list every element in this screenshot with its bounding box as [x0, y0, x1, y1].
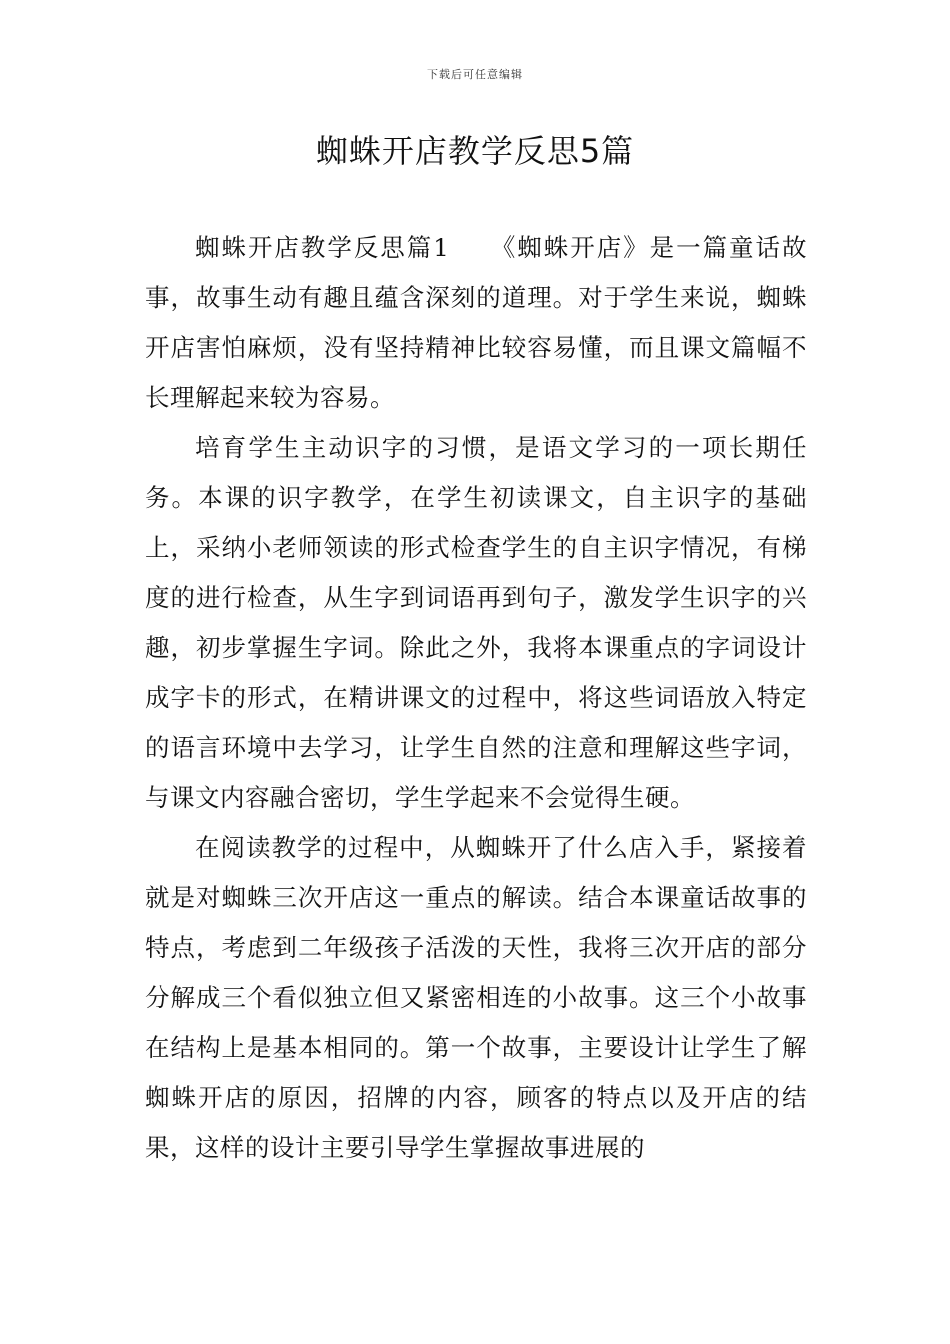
document-body: [145, 223, 807, 1173]
paragraph-3: [145, 823, 807, 1173]
paragraph-2: [145, 423, 807, 823]
section-heading: 蜘蛛开店教学反思篇1: [195, 233, 450, 262]
paragraph-text: 《蜘蛛开店》是一篇童话故事，故事生动有趣且蕴含深刻的道理。对于学生来说，蜘蛛开店害怕麻烦，没有坚持精神比较容易懂，而且课文篇幅不长理解起来较为容易。: [145, 233, 808, 412]
header-note: 下载后可任意编辑: [427, 68, 523, 81]
paragraph-text: 在阅读教学的过程中，从蜘蛛开了什么店入手，紧接着就是对蜘蛛三次开店这一重点的解读。结合本课童话故事的特点，考虑到二年级孩子活泼的天性，我将三次开店的部分分解成三个看似独立但又紧密相连的小故事。这三个小故事在结构上是基本相同的。第一个故事，主要设计让学生了解蜘蛛开店的原因，招牌的内容，顾客的特点以及开店的结果，这样的设计主要引导学生掌握故事进展的: [145, 833, 807, 1162]
paragraph-text: 培育学生主动识字的习惯，是语文学习的一项长期任务。本课的识字教学，在学生初读课文，自主识字的基础上，采纳小老师领读的形式检查学生的自主识字情况，有梯度的进行检查，从生字到词语再到句子，激发学生识字的兴趣，初步掌握生字词。除此之外，我将本课重点的字词设计成字卡的形式，在精讲课文的过程中，将这些词语放入特定的语言环境中去学习，让学生自然的注意和理解这些字词，与课文内容融合密切，学生学起来不会觉得生硬。: [145, 433, 807, 812]
page-title: 蜘蛛开店教学反思5篇: [315, 132, 635, 170]
paragraph-1: [145, 223, 807, 423]
